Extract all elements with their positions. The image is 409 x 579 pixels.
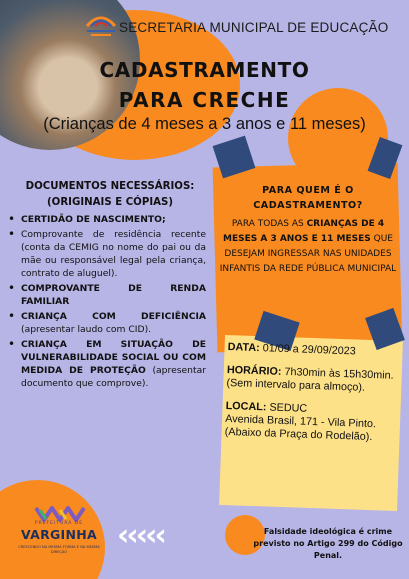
documents-heading-line1: DOCUMENTOS NECESSÁRIOS: <box>25 181 195 192</box>
education-logo-icon <box>83 8 119 40</box>
location-line: LOCAL: SEDUC Avenida Brasil, 171 - Vila Pinto. (Abaixo da Praça do Rodelão). <box>224 399 377 444</box>
hours-line: HORÁRIO: 7h30min às 15h30min. (Sem intervalo para almoço). <box>226 363 394 394</box>
chevrons-left-icon: ‹‹‹‹‹ <box>117 518 164 553</box>
main-title-line2: PARA CRECHE <box>118 88 291 112</box>
date-line: DATA: 01/09 a 29/09/2023 <box>227 340 356 358</box>
logo-subtitle: CRESCENDO NA MESMA FORMA E NA MESMA DIREÇÃO <box>18 545 100 554</box>
documents-heading-line2: (ORIGINAIS E CÓPIAS) <box>47 197 173 208</box>
list-item: • CERTIDÃO DE NASCIMENTO; <box>8 213 206 226</box>
documents-heading <box>10 179 210 211</box>
logo-name: VARGINHA <box>20 527 98 542</box>
list-item: • Comprovante de residência recente (conta da CEMIG no nome do pai ou da mãe ou responsável legal pela criança, contrato de aluguel). <box>8 228 206 280</box>
logo-top-text: PREFEITURA DE <box>34 521 84 526</box>
audience-highlight: CRIANÇAS DE 4 MESES A 3 ANOS E 11 MESES <box>223 219 385 244</box>
list-item: • CRIANÇA COM DEFICIÊNCIA (apresentar laudo com CID). <box>8 310 206 336</box>
documents-list <box>8 213 206 392</box>
legal-note: Falsidade ideológica é crime previsto no Artigo 299 do Código Penal. <box>253 527 403 560</box>
info-note-text <box>224 341 403 455</box>
secretaria-title: SECRETARIA MUNICIPAL DE EDUCAÇÃO <box>119 20 389 35</box>
main-title-line1: CADASTRAMENTO <box>99 58 310 82</box>
audience-note-text: PARA QUEM É O CADASTRAMENTO? PARA TODAS AS CRIANÇAS DE 4 MESES A 3 ANOS E 11 MESES QUE DESEJAM INGRESSAR NAS UNIDADES INFANTIS DA REDE PÚBLICA MUNICIPAL <box>219 185 397 274</box>
audience-question: PARA QUEM É O CADASTRAMENTO? <box>253 185 363 211</box>
age-range-subtitle: (Crianças de 4 meses a 3 anos e 11 meses) <box>43 115 366 133</box>
list-item: • CRIANÇA EM SITUAÇÃO DE VULNERABILIDADE SOCIAL OU COM MEDIDA DE PROTEÇÃO (apresentar documento que comprove). <box>8 338 206 390</box>
list-item: • COMPROVANTE DE RENDA FAMILIAR <box>8 282 206 308</box>
